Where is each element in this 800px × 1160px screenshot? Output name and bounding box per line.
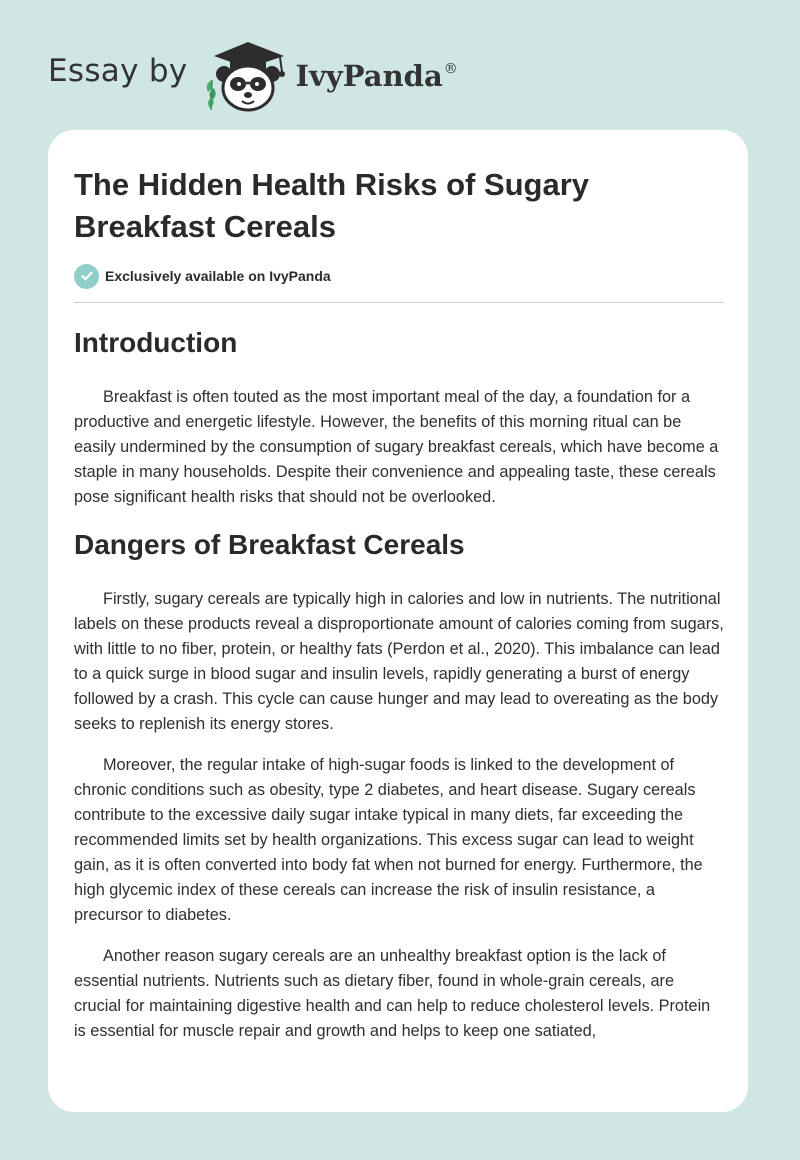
- site-header: [48, 34, 748, 114]
- registered-mark: ®: [443, 61, 458, 77]
- paragraph: Another reason sugary cereals are an unhealthy breakfast option is the lack of essential nutrients. Nutrients such as dietary fiber, found in whole-grain cereals, are crucial for maintaining digestive health and can help to reduce cholesterol levels. Protein is essential for muscle repair and growth and helps to keep one satiated,: [74, 947, 711, 1040]
- divider: [74, 302, 724, 303]
- essay-by-label: Essay by: [48, 53, 188, 89]
- exclusive-label: Exclusively available on IvyPanda: [105, 268, 331, 284]
- paragraph: Moreover, the regular intake of high-sugar foods is linked to the development of chronic conditions such as obesity, type 2 diabetes, and heart disease. Sugary cereals contribute to the excessive daily sugar intake typical in many diets, far exceeding the recommended limits set by health organizations. This excess sugar can lead to weight gain, as it is often converted into body fat when not burned for energy. Furthermore, the high glycemic index of these cereals can increase the risk of insulin resistance, a precursor to diabetes.: [74, 756, 703, 924]
- ivypanda-logo-icon: [202, 34, 290, 114]
- section-heading: Introduction: [74, 327, 238, 358]
- paragraph: Breakfast is often touted as the most important meal of the day, a foundation for a productive and energetic lifestyle. However, the benefits of this morning ritual can be easily undermined by the consumption of sugary breakfast cereals, which have become a staple in many households. Despite their convenience and appealing taste, these cereals pose significant health risks that should not be overlooked.: [74, 388, 719, 506]
- section-heading: Dangers of Breakfast Cereals: [74, 529, 465, 560]
- paragraph: Firstly, sugary cereals are typically high in calories and low in nutrients. The nutritional labels on these products reveal a disproportionate amount of calories coming from sugars, with little to no fiber, protein, or healthy fats (Perdon et al., 2020). This imbalance can lead to a quick surge in blood sugar and insulin levels, rapidly generating a burst of energy followed by a crash. This cycle can cause hunger and may lead to overeating as the body seeks to replenish its energy stores.: [74, 590, 724, 733]
- brand-name: IvyPanda®: [295, 59, 458, 93]
- essay-title: The Hidden Health Risks of Sugary Breakfast Cereals: [74, 167, 590, 244]
- check-icon: [74, 264, 99, 289]
- essay-card: [48, 130, 748, 1112]
- exclusive-badge: [74, 263, 331, 289]
